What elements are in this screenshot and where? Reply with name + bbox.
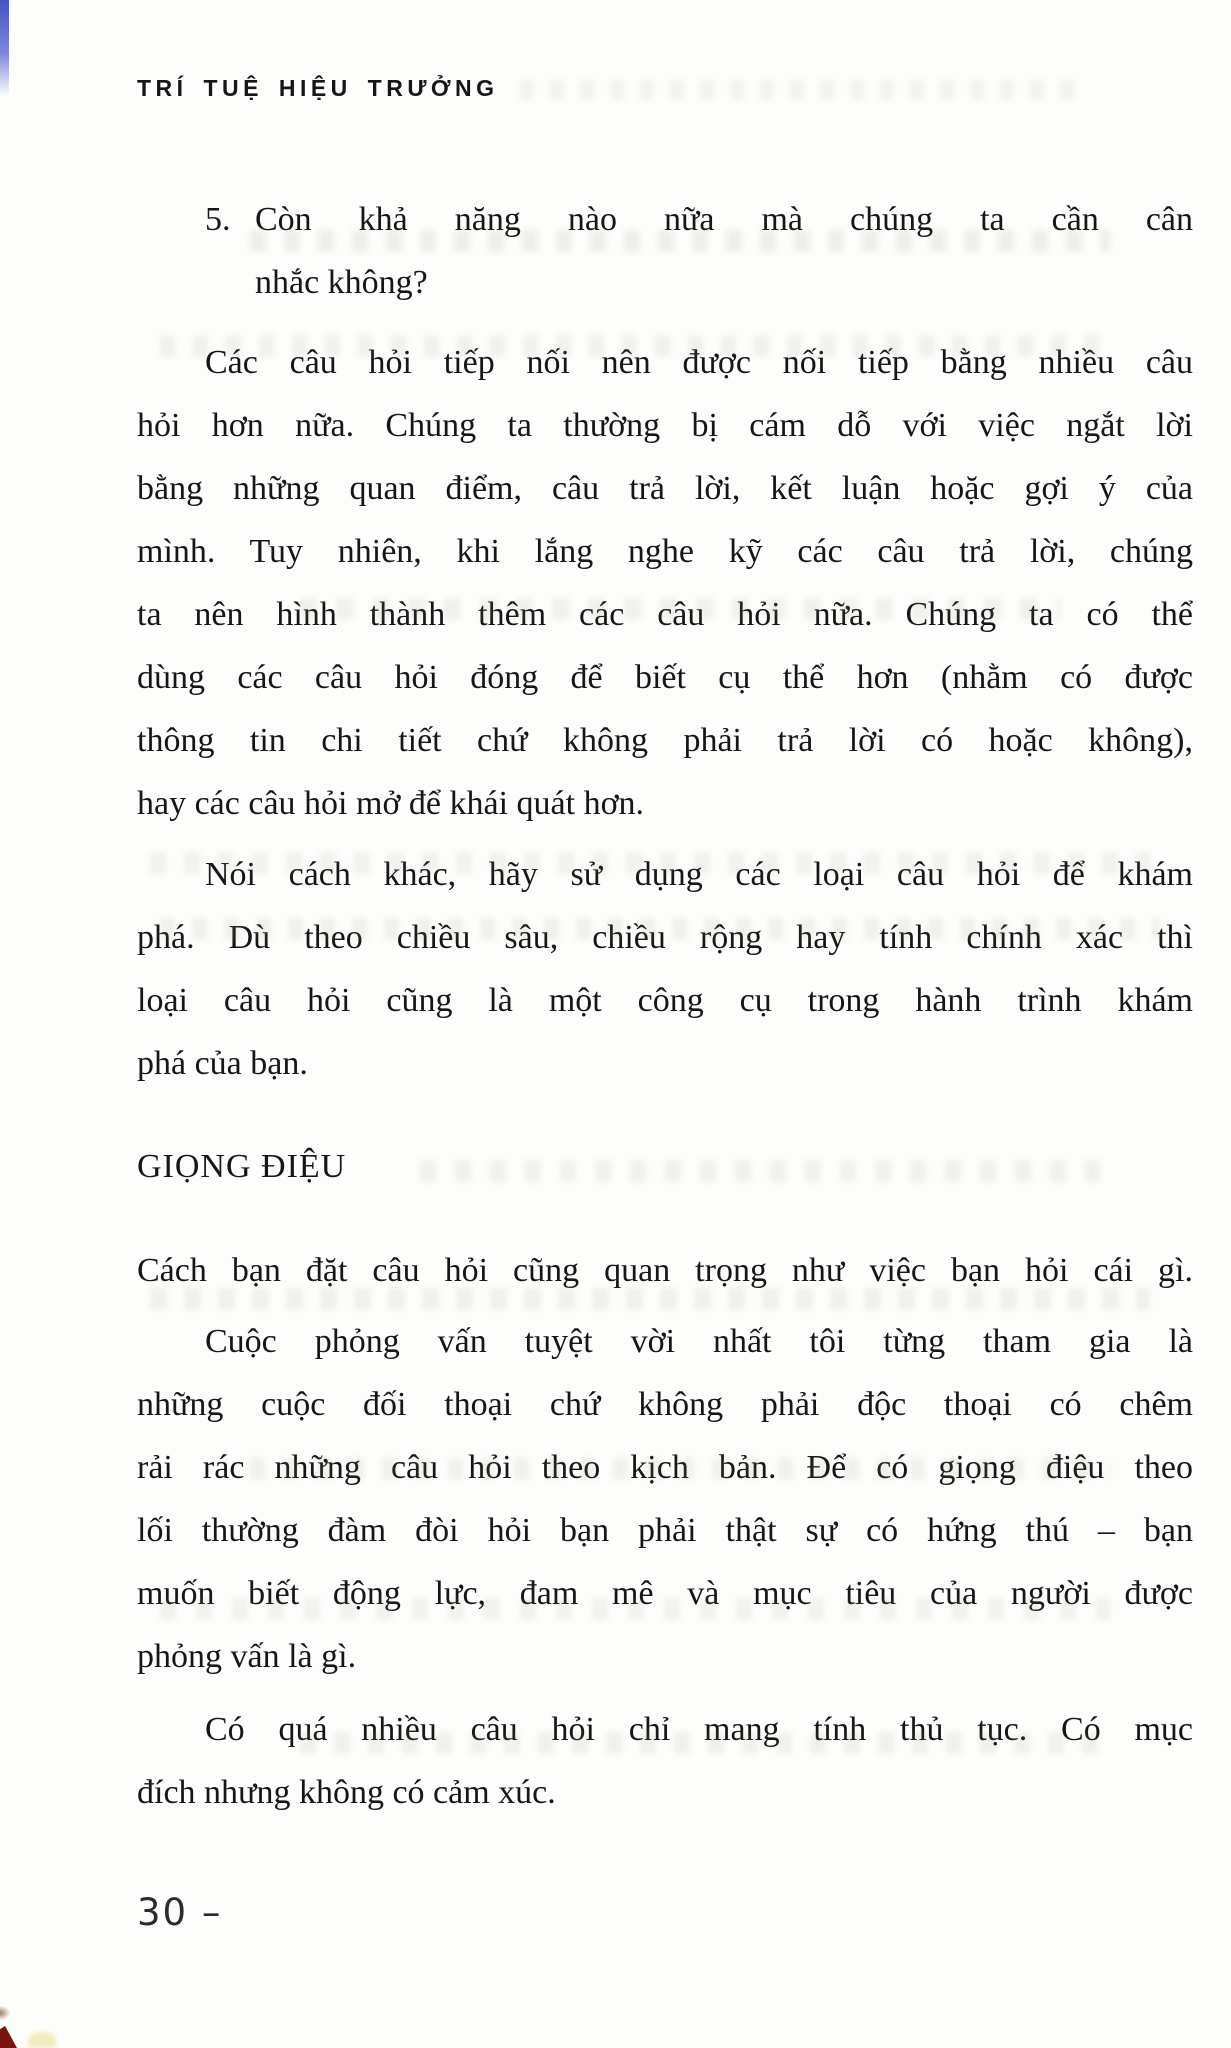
text-line: đích nhưng không có cảm xúc. <box>137 1774 556 1811</box>
text-line: Nói cách khác, hãy sử dụng các loại câu hỏi để khám <box>205 856 1193 893</box>
running-head-title: TRÍ TUỆ HIỆU TRƯỞNG <box>137 75 499 101</box>
text-line: hay các câu hỏi mở để khái quát hơn. <box>137 785 645 822</box>
section-heading: GIỌNG ĐIỆU <box>137 1148 347 1185</box>
text-line: những cuộc đối thoại chứ không phải độc thoại có chêm <box>137 1386 1193 1423</box>
scan-corner-dot <box>0 2006 10 2020</box>
text-line: Cuộc phỏng vấn tuyệt vời nhất tôi từng tham gia là <box>205 1323 1193 1360</box>
paragraph <box>137 1239 1193 1302</box>
text-line: phá. Dù theo chiều sâu, chiều rộng hay tính chính xác thì <box>137 919 1193 956</box>
scan-corner-mark <box>0 2026 17 2048</box>
text-line: mình. Tuy nhiên, khi lắng nghe kỹ các câu trả lời, chúng <box>137 533 1193 570</box>
text-line: Có quá nhiều câu hỏi chỉ mang tính thủ tục. Có mục <box>205 1711 1193 1748</box>
paragraph <box>137 843 1193 1095</box>
numbered-question <box>137 188 1193 314</box>
text-line: muốn biết động lực, đam mê và mục tiêu của người được <box>137 1575 1193 1612</box>
text-line: hỏi hơn nữa. Chúng ta thường bị cám dỗ với việc ngắt lời <box>137 407 1193 444</box>
text-line: lối thường đàm đòi hỏi bạn phải thật sự có hứng thú – bạn <box>137 1512 1193 1549</box>
text-line: bằng những quan điểm, câu trả lời, kết luận hoặc gợi ý của <box>137 470 1193 507</box>
paragraph <box>137 1698 1193 1824</box>
text-line: phá của bạn. <box>137 1045 308 1082</box>
page-body <box>137 188 1193 1824</box>
text-line: Các câu hỏi tiếp nối nên được nối tiếp bằng nhiều câu <box>205 344 1193 381</box>
text-line: Cách bạn đặt câu hỏi cũng quan trọng như việc bạn hỏi cái gì. <box>137 1252 1193 1289</box>
question-line <box>205 188 1193 251</box>
text-line: phỏng vấn là gì. <box>137 1638 357 1675</box>
question-line: nhắc không? <box>255 264 428 301</box>
text-line: rải rác những câu hỏi theo kịch bản. Để có giọng điệu theo <box>137 1449 1193 1486</box>
scan-corner-smudge <box>28 2032 56 2048</box>
text-line: loại câu hỏi cũng là một công cụ trong hành trình khám <box>137 982 1193 1019</box>
text-line: ta nên hình thành thêm các câu hỏi nữa. Chúng ta có thể <box>137 596 1193 633</box>
question-number: 5. <box>205 201 231 238</box>
text-line: dùng các câu hỏi đóng để biết cụ thể hơn (nhằm có được <box>137 659 1193 696</box>
scan-edge-stripe <box>0 0 9 96</box>
page-number: 30 – <box>137 1891 223 1934</box>
question-text: Còn khả năng nào nữa mà chúng ta cần cân <box>255 201 1193 238</box>
paragraph <box>137 331 1193 835</box>
paragraph <box>137 1310 1193 1688</box>
text-line: thông tin chi tiết chứ không phải trả lời có hoặc không), <box>137 722 1193 759</box>
